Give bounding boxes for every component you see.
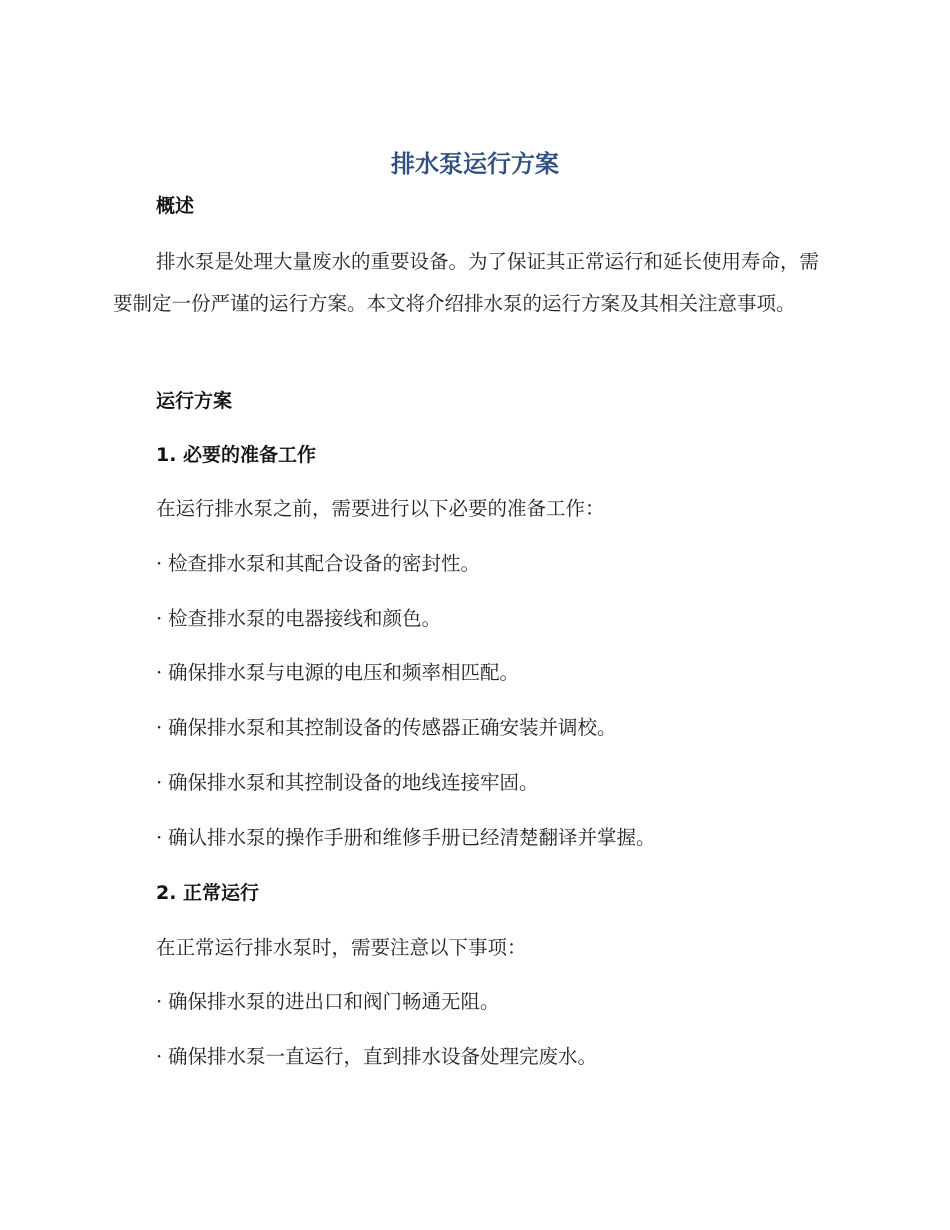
list-item-text: 确保排水泵和其控制设备的地线连接牢固。 [168,771,539,794]
section-intro-preparation: 在运行排水泵之前，需要进行以下必要的准备工作： [156,497,605,520]
bullet-dot: · [156,1045,163,1068]
list-item [156,605,441,633]
bullet-dot: · [156,607,163,630]
bullet-dot: · [156,826,163,849]
list-item-text: 检查排水泵和其配合设备的密封性。 [168,552,481,575]
list-item [156,988,500,1016]
list-item [156,714,617,742]
section-heading-normal-operation: 2. 正常运行 [156,882,260,904]
list-item-text: 确保排水泵与电源的电压和频率相匹配。 [168,661,520,684]
list-item-text: 确认排水泵的操作手册和维修手册已经清楚翻译并掌握。 [168,826,656,849]
operation-heading: 运行方案 [156,390,233,412]
list-item-text: 检查排水泵的电器接线和颜色。 [168,607,442,630]
bullet-dot: · [156,661,163,684]
document-title: 排水泵运行方案 [391,150,559,178]
list-item [156,550,480,578]
list-item [156,659,519,687]
section-intro-normal-operation: 在正常运行排水泵时，需要注意以下事项： [156,936,527,959]
overview-paragraph: 排水泵是处理大量废水的重要设备。为了保证其正常运行和延长使用寿命，需要制定一份严谨的运行方案。本文将介绍排水泵的运行方案及其相关注意事项。 [113,250,820,315]
list-item-text: 确保排水泵的进出口和阀门畅通无阻。 [168,990,500,1013]
list-item [156,824,656,852]
list-item [156,1043,597,1071]
bullet-dot: · [156,552,163,575]
overview-heading: 概述 [156,195,195,217]
section-heading-preparation: 1. 必要的准备工作 [156,444,317,466]
bullet-dot: · [156,990,163,1013]
bullet-dot: · [156,716,163,739]
list-item-text: 确保排水泵和其控制设备的传感器正确安装并调校。 [168,716,617,739]
list-item [156,769,539,797]
bullet-dot: · [156,771,163,794]
list-item-text: 确保排水泵一直运行，直到排水设备处理完废水。 [168,1045,598,1068]
